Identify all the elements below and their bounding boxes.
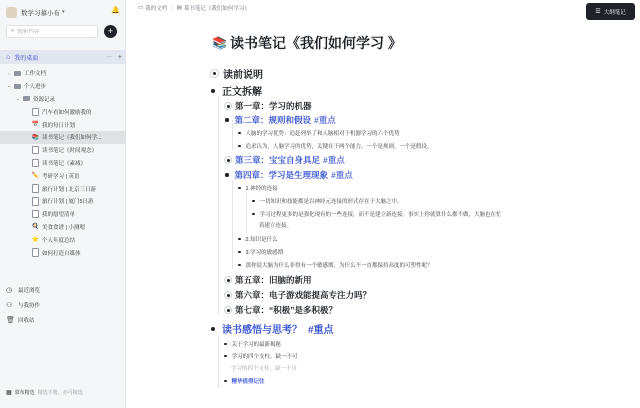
outline-node[interactable] xyxy=(224,289,371,301)
sidebar xyxy=(0,0,126,408)
sidebar-tree-label: 我的愿望清单 xyxy=(42,212,76,219)
sidebar-item-label: 最近浏览 xyxy=(18,287,41,294)
sidebar-tree-item[interactable] xyxy=(0,233,126,246)
bullet[interactable] xyxy=(225,173,229,177)
book-icon: 📚 xyxy=(212,36,227,50)
outline-heading: 第一章：学习的机器 xyxy=(235,101,312,111)
outline-text: 学习的四个支柱，缺一不可 xyxy=(231,354,298,360)
outline-node[interactable] xyxy=(224,154,345,166)
sidebar-tree-item[interactable] xyxy=(0,246,126,259)
outline-heading: 读书感悟与思考？ xyxy=(222,325,302,336)
people-icon: ⚇ xyxy=(6,301,13,309)
breadcrumb-item[interactable]: 我的文档 xyxy=(145,6,168,12)
file-tree xyxy=(0,67,126,259)
sidebar-tree-label: 旅行计划 | 北京三日游 xyxy=(42,186,96,193)
bullet[interactable] xyxy=(238,187,241,190)
outline-node[interactable] xyxy=(224,274,312,286)
sidebar-tree-label: 如何打造自媒体 xyxy=(42,250,81,257)
sidebar-tree-label: 读书笔记《时间观念》 xyxy=(42,148,98,155)
sidebar-tree-item[interactable] xyxy=(0,208,126,221)
search-box[interactable] xyxy=(6,25,98,38)
search-input[interactable] xyxy=(17,29,87,35)
outline-text: 着建立连接。 xyxy=(259,223,293,229)
chevron-down-icon[interactable]: ⌄ xyxy=(7,83,11,89)
outline-node[interactable] xyxy=(224,340,281,348)
emoji-icon: ⭐ xyxy=(31,237,40,244)
more-icon[interactable]: ··· xyxy=(106,54,112,60)
sidebar-item-label: 与我协作 xyxy=(18,302,41,309)
emoji-icon: 🍳 xyxy=(31,224,40,231)
bullet[interactable] xyxy=(211,327,215,331)
collapsed-bullet[interactable] xyxy=(224,102,232,110)
sidebar-item-home[interactable] xyxy=(0,50,126,64)
chevron-right-icon[interactable]: › xyxy=(8,70,10,76)
trash-icon: 🗑 xyxy=(6,316,15,324)
footer-title: 慕布精选 xyxy=(14,390,35,396)
sidebar-tree-item[interactable] xyxy=(0,169,126,182)
sidebar-tree-label: 工作文档 xyxy=(24,71,47,78)
outline-heading: 读前说明 xyxy=(223,70,263,81)
outline-node[interactable] xyxy=(225,114,336,126)
outline-node-continuation xyxy=(259,221,292,229)
sidebar-tree-item[interactable] xyxy=(0,221,126,234)
outline-heading: 第六章：电子游戏能提高专注力吗？ xyxy=(235,290,372,300)
folder-icon xyxy=(14,70,21,77)
sidebar-tree-item[interactable] xyxy=(0,182,126,195)
outline-node[interactable] xyxy=(252,210,502,218)
outline-text: 那你说大脑为什么非得有一个敏感期，为什么不一直都保持高度的可塑性呢？ xyxy=(245,263,433,269)
bullet[interactable] xyxy=(238,264,241,267)
outline-heading: 第二章：规则和假设 xyxy=(234,115,312,125)
page-title[interactable] xyxy=(212,33,402,53)
document-icon xyxy=(32,198,39,205)
bullet[interactable] xyxy=(224,380,227,383)
emoji-icon: 📅 xyxy=(31,122,40,129)
sidebar-tree-label: 读书笔记《我们如何学... xyxy=(42,135,102,142)
sidebar-tree-item[interactable] xyxy=(0,144,126,157)
sidebar-tree-label: 旅行计划 | 厦门5日游 xyxy=(42,199,94,206)
outline-text: 3.学习的敏感期 xyxy=(245,250,284,256)
sidebar-bottom-nav xyxy=(6,282,120,327)
sidebar-tree-item[interactable] xyxy=(0,195,126,208)
outline-text: 精华值得记住 xyxy=(231,379,265,385)
sidebar-tree-item[interactable] xyxy=(0,131,126,144)
bell-icon[interactable]: 🔔 xyxy=(111,7,120,14)
outline-node[interactable] xyxy=(238,129,400,137)
outline-text: 人脑的学习优势：追赶列举了和人脑相对于机器学习的六个优势 xyxy=(245,131,400,137)
document-icon xyxy=(32,159,39,166)
outline-heading: 第三章：宝宝自身具足 xyxy=(235,155,321,165)
outline-icon: ☰ xyxy=(595,9,601,15)
sidebar-footer[interactable] xyxy=(6,389,83,396)
outline-node[interactable] xyxy=(224,352,298,360)
sidebar-item-recent[interactable] xyxy=(6,282,120,297)
collapsed-bullet[interactable] xyxy=(224,276,232,284)
breadcrumb-item[interactable]: 慕书笔记《我们如何学习》 xyxy=(183,6,250,12)
sidebar-tree-label: 读书笔记《素减》 xyxy=(42,160,87,167)
outline-text: 1.神经的连接 xyxy=(245,186,278,192)
sidebar-tree-item[interactable] xyxy=(0,93,126,106)
grid-icon: ▦ xyxy=(6,390,12,396)
sidebar-tree-label: 个人年度总结 xyxy=(42,237,76,244)
outline-note[interactable] xyxy=(231,364,297,372)
outline-notes-button[interactable] xyxy=(586,3,635,20)
sidebar-tree-label: 资源记录 xyxy=(33,96,56,103)
document-icon xyxy=(32,108,39,115)
outline-node[interactable] xyxy=(238,248,283,256)
outline-note-text: 学习的四个支柱，缺一不可 xyxy=(231,366,298,372)
folder-icon xyxy=(14,83,21,90)
sidebar-tree-label: 个人进步 xyxy=(24,84,47,91)
document-icon xyxy=(32,249,39,256)
sidebar-tree-item[interactable] xyxy=(0,118,126,131)
workspace-switcher[interactable] xyxy=(6,5,120,19)
sidebar-item-label: 回收站 xyxy=(18,317,35,324)
sidebar-tree-label: 汽车看如何激励我的 xyxy=(42,109,92,116)
outline-button-label: 大纲笔记 xyxy=(603,9,626,16)
bullet[interactable] xyxy=(252,200,255,203)
breadcrumb xyxy=(138,4,250,12)
add-icon[interactable]: + xyxy=(117,53,122,61)
folder-icon xyxy=(23,95,30,102)
outline-heading: 第四章：学习是生理现象 xyxy=(234,170,329,180)
sidebar-tree-item[interactable] xyxy=(0,80,126,93)
outline-guide-line xyxy=(246,193,247,233)
bullet[interactable] xyxy=(252,213,255,216)
bullet[interactable] xyxy=(211,89,215,93)
tag[interactable]: #重点 xyxy=(331,170,353,180)
tag[interactable]: #重点 xyxy=(323,155,345,165)
folder-icon: ▭ xyxy=(138,5,144,11)
outline-node[interactable] xyxy=(224,100,312,112)
bullet[interactable] xyxy=(238,238,241,241)
home-icon: ⌂ xyxy=(6,53,11,61)
sidebar-tree-item[interactable] xyxy=(0,67,126,80)
outline-node[interactable] xyxy=(211,83,262,98)
outline-heading: 第七章：“积极”是多积极？ xyxy=(235,305,338,315)
collapsed-bullet[interactable] xyxy=(224,156,232,164)
outline-node[interactable] xyxy=(225,169,353,181)
outline-text: 关于学习的最新揭秘 xyxy=(231,342,282,348)
bullet[interactable] xyxy=(238,132,241,135)
collapsed-bullet[interactable] xyxy=(224,306,232,314)
bullet[interactable] xyxy=(225,118,229,122)
chevron-down-icon[interactable]: ⌄ xyxy=(16,95,20,101)
outline-node[interactable] xyxy=(238,235,278,243)
new-document-button[interactable]: + xyxy=(104,25,117,38)
sidebar-item-label: 我的桌面 xyxy=(14,55,39,62)
outline-node[interactable] xyxy=(211,321,334,336)
outline-text: 2.知识是什么 xyxy=(245,237,278,243)
outline-node[interactable] xyxy=(210,66,263,81)
outline-guide-line xyxy=(218,336,219,388)
workspace-name: 数学习慕小布 xyxy=(21,9,60,17)
emoji-icon: 📚 xyxy=(31,134,40,141)
bullet[interactable] xyxy=(224,355,227,358)
bullet[interactable] xyxy=(238,251,241,254)
workspace-avatar xyxy=(6,7,17,18)
sidebar-tree-item[interactable] xyxy=(0,105,126,118)
document-icon xyxy=(32,185,39,192)
breadcrumb-separator: | xyxy=(171,5,173,11)
tag[interactable]: #重点 xyxy=(308,325,334,336)
outline-node[interactable] xyxy=(238,184,278,192)
bullet[interactable] xyxy=(238,145,241,148)
outline-guide-line xyxy=(218,96,219,314)
collapsed-bullet[interactable] xyxy=(224,291,232,299)
sidebar-item-shared[interactable] xyxy=(6,297,120,312)
sidebar-tree-label: 美食食谱 | 小测嗯 xyxy=(42,224,85,231)
outline-node[interactable] xyxy=(238,261,433,269)
outline-node[interactable] xyxy=(252,197,403,205)
clock-icon: ◷ xyxy=(6,286,13,294)
outline-heading: 正文拆解 xyxy=(222,87,262,98)
sidebar-tree-label: 我的每日计划 xyxy=(42,122,76,129)
document-icon: ▤ xyxy=(176,5,182,11)
outline-text: 学习过程更多的是强化现有的一些连接，而不是建立新连接。事实上你就算什么都不做，大脑也在忙 xyxy=(259,212,502,218)
outline-guide-line xyxy=(232,181,233,269)
outline-text: 追求认为，人脑学习的优势，关键在于两个能力，一个是规则，一个是假设。 xyxy=(245,144,433,150)
footer-subtitle: 精选手册、亦可精选 xyxy=(37,390,83,396)
emoji-icon: ✏️ xyxy=(31,173,40,180)
search-icon: ⌕ xyxy=(11,28,15,34)
sidebar-item-trash[interactable] xyxy=(6,312,120,327)
sidebar-tree-item[interactable] xyxy=(0,157,126,170)
bullet[interactable] xyxy=(224,343,227,346)
tag[interactable]: #重点 xyxy=(314,115,336,125)
document-icon xyxy=(32,147,39,154)
outline-node[interactable] xyxy=(238,142,433,150)
chevron-down-icon: ▾ xyxy=(62,9,65,15)
outline-node[interactable] xyxy=(224,304,337,316)
collapsed-bullet[interactable] xyxy=(210,69,219,78)
sidebar-tree-label: 考研学习 | 英语 xyxy=(42,173,80,180)
outline-text: 一切知识和技能都是以神经元连接的形式存在于大脑之中。 xyxy=(259,199,403,205)
page-title-text: 读书笔记《我们如何学习 》 xyxy=(229,35,402,51)
document-icon xyxy=(32,211,39,218)
outline-node[interactable] xyxy=(224,377,265,385)
outline-heading: 第五章：旧脑的新用 xyxy=(235,275,312,285)
